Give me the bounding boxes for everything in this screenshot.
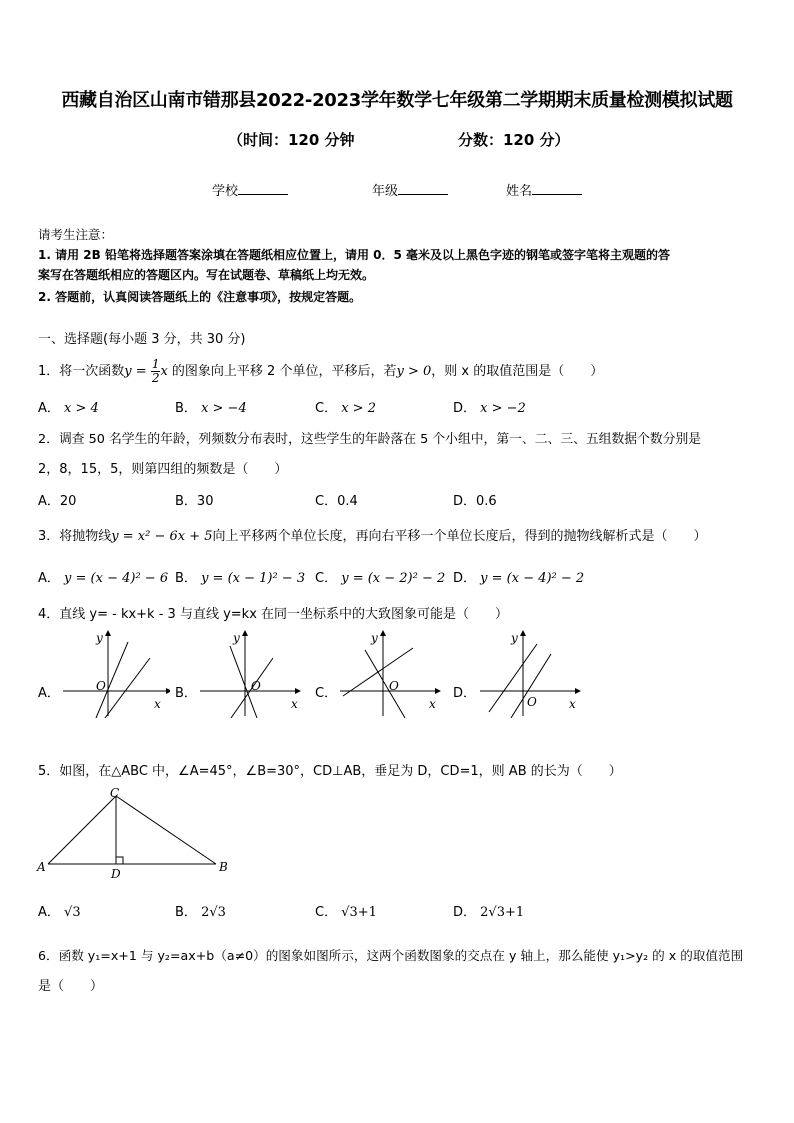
x-label: x: [429, 697, 436, 711]
side-ac: [48, 796, 116, 864]
q4-graph-d: [475, 628, 587, 718]
q4-label-a: A．: [38, 686, 60, 701]
q3-option-c: [315, 567, 445, 586]
name-blank: [532, 182, 582, 195]
section-heading: 一、选择题(每小题 3 分，共 30 分): [38, 332, 246, 347]
side-cb: [116, 796, 216, 864]
origin-label: O: [251, 679, 261, 693]
q1-denominator: 2: [151, 371, 160, 385]
option-value: x > −2: [480, 401, 526, 416]
y-label: y: [511, 631, 518, 645]
question-6-line2: 是（ ）: [38, 979, 104, 994]
option-letter: D．: [453, 571, 477, 586]
option-letter: C．: [315, 401, 338, 416]
q3-option-a: [38, 567, 168, 586]
x-label: x: [569, 697, 576, 711]
option-value: x > −4: [201, 401, 247, 416]
q1-text-c: ，则 x 的取值范围是（ ）: [431, 364, 604, 379]
q1-option-b: [175, 397, 247, 416]
page-title: 西藏自治区山南市错那县2022-2023学年数学七年级第二学期期末质量检测模拟试题: [61, 90, 733, 111]
question-3: [38, 525, 707, 544]
option-value: y = (x − 1)² − 3: [201, 571, 306, 586]
q3-option-b: [175, 567, 305, 586]
x-arrow: [166, 688, 170, 694]
q1-text-b: 的图象向上平移 2 个单位，平移后，若: [167, 364, 397, 379]
option-value: y = (x − 2)² − 2: [341, 571, 446, 586]
school-field: [212, 180, 288, 199]
q1-option-c: [315, 397, 376, 416]
school-label: 学校: [212, 184, 239, 199]
x-arrow: [575, 688, 581, 694]
school-blank: [238, 182, 288, 195]
y-arrow: [105, 630, 111, 636]
q1-y: y: [124, 364, 132, 379]
origin-label: O: [389, 679, 399, 693]
q3-text-b: 向上平移两个单位长度，再向右平移一个单位长度后，得到的抛物线解析式是（ ）: [212, 529, 707, 544]
question-2-line1: 2．调查 50 名学生的年龄，列频数分布表时，这些学生的年龄落在 5 个小组中，第一、二、三、五组数据个数分别是: [38, 432, 702, 447]
point-b-label: B: [219, 860, 228, 874]
point-c-label: C: [110, 786, 120, 800]
question-6-line1: 6．函数 y₁=x+1 与 y₂=ax+b（a≠0）的图象如图所示，这两个函数图象的交点在 y 轴上，那么能使 y₁>y₂ 的 x 的取值范围: [38, 948, 744, 963]
option-value: x > 2: [341, 401, 376, 416]
q1-text-a: 1．将一次函数: [38, 364, 125, 379]
option-letter: A．: [38, 905, 60, 920]
y-label: y: [371, 631, 378, 645]
y-arrow: [520, 630, 526, 636]
q4-label-d: D．: [453, 686, 477, 701]
notice-line2: 2. 答题前，认真阅读答题纸上的《注意事项》，按规定答题。: [38, 290, 362, 304]
line-2: [365, 650, 405, 718]
q1-option-a: [38, 397, 99, 416]
origin-label: O: [527, 695, 537, 709]
notice-heading: 请考生注意：: [38, 227, 114, 242]
grade-label: 年级: [372, 184, 399, 199]
x-label: x: [154, 697, 161, 711]
x-arrow: [435, 688, 441, 694]
exam-score: 分数：120 分）: [458, 131, 570, 149]
y-arrow: [242, 630, 248, 636]
q1-numerator: 1: [151, 357, 160, 371]
q1-x: x: [160, 364, 168, 379]
question-4: 4．直线 y= - kx+k - 3 与直线 y=kx 在同一坐标系中的大致图象可能是（ ）: [38, 607, 509, 622]
grade-field: [372, 180, 448, 199]
question-2-line2: 2，8，15，5，则第四组的频数是（ ）: [38, 462, 288, 477]
x-label: x: [291, 697, 298, 711]
q3-option-d: [453, 567, 584, 586]
point-d-label: D: [111, 867, 121, 881]
q5-option-c: [315, 901, 377, 920]
q5-option-a: [38, 901, 81, 920]
option-value: x > 4: [64, 401, 99, 416]
q4-graph-b: [195, 628, 307, 718]
q1-cond: y > 0: [396, 364, 432, 379]
q4-graph-a: [58, 628, 170, 718]
notice-line1: 1. 请用 2B 铅笔将选择题答案涂填在答题纸相应位置上，请用 0．5 毫米及以上黑色字迹的钢笔或签字笔将主观题的答: [38, 248, 670, 262]
right-angle-mark: [116, 857, 123, 864]
origin-label: O: [96, 679, 106, 693]
q3-expr: y = x² − 6x + 5: [111, 529, 213, 544]
option-letter: B．: [175, 571, 197, 586]
option-letter: C．: [315, 571, 338, 586]
q2-option-a: A．20: [38, 494, 77, 509]
q5-triangle-figure: [34, 784, 239, 884]
option-letter: D．: [453, 401, 477, 416]
q5-option-d: [453, 901, 524, 920]
option-letter: C．: [315, 905, 338, 920]
option-value: y = (x − 4)² − 2: [480, 571, 585, 586]
q4-label-b: B．: [175, 686, 197, 701]
q3-text-a: 3．将抛物线: [38, 529, 112, 544]
option-value: √3+1: [341, 905, 377, 920]
q5-option-b: [175, 901, 226, 920]
question-1: [38, 358, 603, 385]
q4-graph-c: [335, 628, 447, 718]
exam-time: （时间：120 分钟: [228, 131, 355, 149]
option-letter: D．: [453, 905, 477, 920]
q1-option-d: [453, 397, 526, 416]
option-letter: A．: [38, 571, 60, 586]
option-value: 2√3: [201, 905, 226, 920]
option-value: √3: [64, 905, 81, 920]
option-value: 2√3+1: [480, 905, 525, 920]
x-arrow: [295, 688, 301, 694]
y-label: y: [233, 631, 240, 645]
question-2-option-d: D．0.6: [453, 494, 497, 509]
option-letter: B．: [175, 401, 197, 416]
option-letter: B．: [175, 905, 197, 920]
point-a-label: A: [37, 860, 46, 874]
notice-line1b: 案写在答题纸相应的答题区内。写在试题卷、草稿纸上均无效。: [38, 268, 375, 282]
y-arrow: [380, 630, 386, 636]
q2-option-c: C．0.4: [315, 494, 358, 509]
question-5: 5．如图，在△ABC 中，∠A=45°，∠B=30°，CD⊥AB，垂足为 D，CD=1，则 AB 的长为（ ）: [38, 764, 622, 779]
q1-fraction: [151, 358, 161, 385]
line-2: [105, 658, 150, 718]
option-value: y = (x − 4)² − 6: [64, 571, 169, 586]
name-label: 姓名: [506, 184, 533, 199]
option-letter: A．: [38, 401, 60, 416]
grade-blank: [398, 182, 448, 195]
q2-option-b: B．30: [175, 494, 214, 509]
name-field: [506, 180, 582, 199]
q4-label-c: C．: [315, 686, 338, 701]
q1-eq: =: [131, 364, 151, 379]
y-label: y: [96, 631, 103, 645]
